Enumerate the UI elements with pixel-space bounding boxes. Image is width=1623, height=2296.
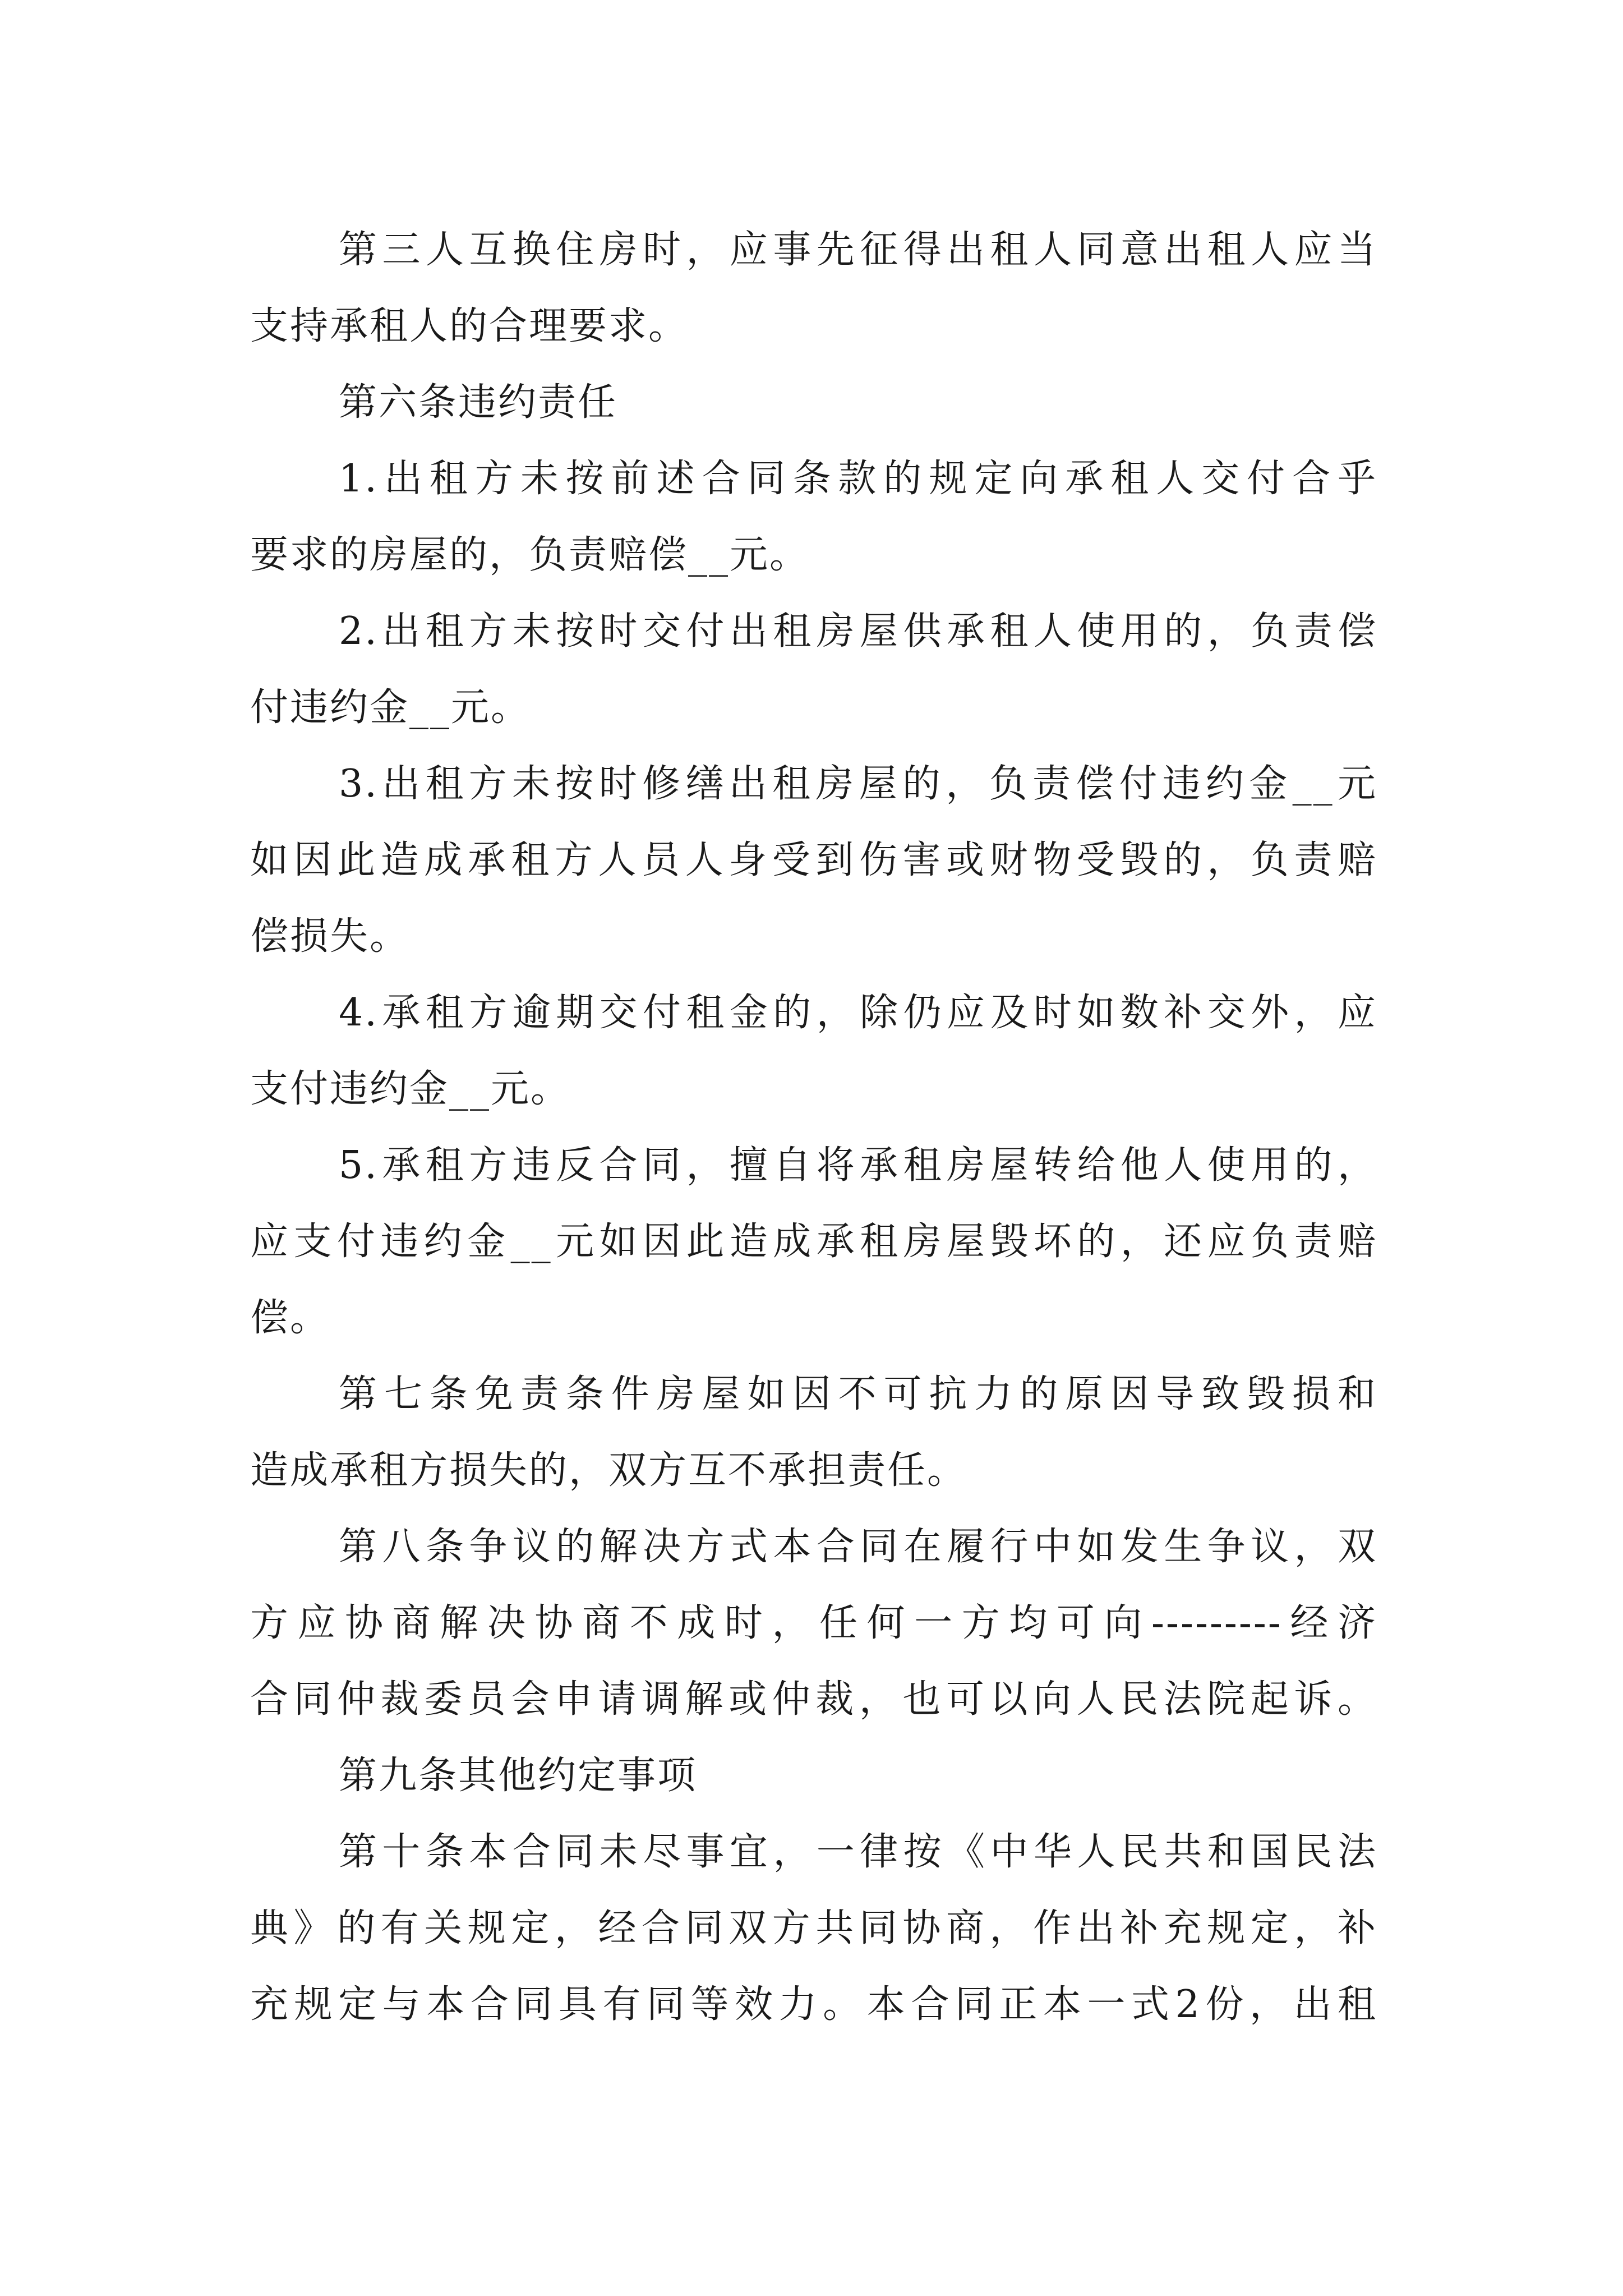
text-line: 支付违约金__元。 bbox=[250, 1067, 571, 1111]
text-line: 方应协商解决协商不成时，任何一方均可向---------经济 bbox=[250, 1601, 1377, 1645]
text-line: 3.出租方未按时修缮出租房屋的，负责偿付违约金__元 bbox=[339, 762, 1377, 806]
text-line: 第七条免责条件房屋如因不可抗力的原因导致毁损和 bbox=[339, 1372, 1377, 1416]
text-line: 第六条违约责任 bbox=[339, 380, 618, 425]
text-line: 造成承租方损失的，双方互不承担责任。 bbox=[250, 1448, 967, 1493]
text-line: 典》的有关规定，经合同双方共同协商，作出补充规定，补 bbox=[250, 1906, 1377, 1950]
contract-body-text bbox=[250, 212, 1377, 2043]
text-line: 4.承租方逾期交付租金的，除仍应及时如数补交外，应 bbox=[339, 991, 1377, 1035]
text-line: 充规定与本合同具有同等效力。本合同正本一式2份，出租 bbox=[250, 1982, 1377, 2027]
text-line: 第十条本合同未尽事宜，一律按《中华人民共和国民法 bbox=[339, 1830, 1377, 1874]
text-line: 第九条其他约定事项 bbox=[339, 1754, 698, 1798]
text-line: 偿损失。 bbox=[250, 914, 410, 959]
text-line: 第三人互换住房时，应事先征得出租人同意出租人应当 bbox=[339, 228, 1377, 272]
text-line: 偿。 bbox=[250, 1296, 330, 1340]
text-line: 合同仲裁委员会申请调解或仲裁，也可以向人民法院起诉。 bbox=[250, 1677, 1377, 1722]
text-line: 如因此造成承租方人员人身受到伤害或财物受毁的，负责赔 bbox=[250, 838, 1377, 882]
text-line: 应支付违约金__元如因此造成承租房屋毁坏的，还应负责赔 bbox=[250, 1220, 1377, 1264]
text-line: 第八条争议的解决方式本合同在履行中如发生争议，双 bbox=[339, 1525, 1377, 1569]
text-line: 要求的房屋的，负责赔偿__元。 bbox=[250, 533, 810, 577]
text-line: 付违约金__元。 bbox=[250, 685, 531, 730]
text-line: 5.承租方违反合同，擅自将承租房屋转给他人使用的， bbox=[339, 1143, 1377, 1188]
text-line: 支持承租人的合理要求。 bbox=[250, 304, 689, 348]
text-line: 2.出租方未按时交付出租房屋供承租人使用的，负责偿 bbox=[339, 609, 1377, 654]
text-line: 1.出租方未按前述合同条款的规定向承租人交付合乎 bbox=[339, 457, 1377, 501]
